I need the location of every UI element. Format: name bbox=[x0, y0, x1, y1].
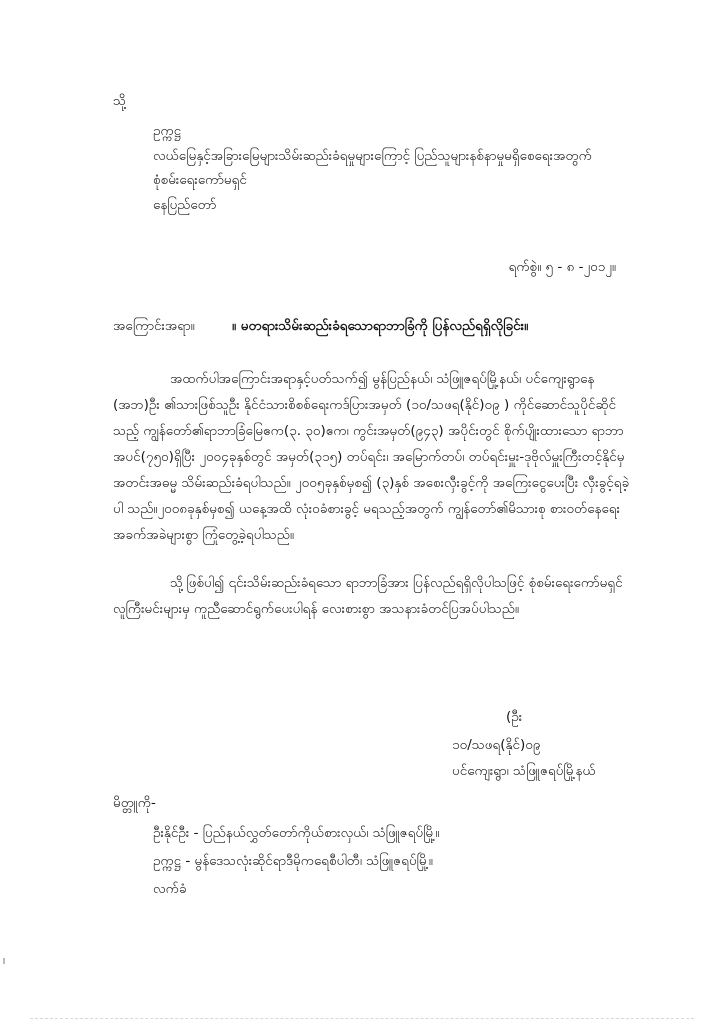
body-paragraph-2: သို့ဖြစ်ပါ၍ ၎င်းသိမ်းဆည်းခံရသော ရာဘာခြံအား ပြန်လည်ရရှိလိုပါသဖြင့် စုံစမ်းရေးကော်မရှင် လူကြီးမင်းများမှ ကူညီဆောင်ရွက်ပေးပါရန် လေးစားစွာ အသနားခံတင်ပြအပ်ပါသည်။ bbox=[113, 575, 623, 617]
scan-edge-line bbox=[30, 1018, 694, 1020]
copies-label: မိတ္တူကို- bbox=[113, 795, 156, 811]
scan-mark bbox=[3, 958, 5, 964]
copies-item-3: လက်ခံ bbox=[153, 881, 187, 897]
signature-nrc: ၁၀/သဖရ(နိုင်)၀၉ bbox=[452, 737, 541, 753]
subject-title: ။ မတရားသိမ်းဆည်းခံရသောရာဘာခြံကို ပြန်လည်ရရှိလိုခြင်း။ bbox=[232, 318, 529, 334]
recipient-chairman: ဥက္ကဋ္ဌ bbox=[153, 123, 182, 139]
recipient-to: သို့ bbox=[113, 93, 127, 109]
letter-date: ရက်စွဲ။ ၅ - ၈ -၂၀၁၂။ bbox=[508, 259, 616, 275]
copies-item-1: ဦးနိုင်ဦး - ပြည်နယ်လွှတ်တော်ကိုယ်စားလှယ်၊ သံဖြူဇရပ်မြို့။ bbox=[153, 825, 440, 841]
copies-item-2: ဥက္ကဋ္ဌ - မွန်ဒေသလုံးဆိုင်ရာဒီမိုကရေစီပါတီ၊ သံဖြူဇရပ်မြို့။ bbox=[153, 853, 433, 869]
recipient-committee-line2: စုံစမ်းရေးကော်မရှင် bbox=[153, 172, 247, 188]
recipient-city: နေပြည်တော် bbox=[153, 197, 217, 213]
body-paragraph-1: အထက်ပါအကြောင်းအရာနှင့်ပတ်သက်၍ မွန်ပြည်နယ်၊ သံဖြူဇရပ်မြို့နယ်၊ ပင်ကျေးရွာနေ (အဘ)ဦး ၏သားဖြစ်သူဦး နိုင်ငံသားစိစစ်ရေးကဒ်ပြားအမှတ် (၁၀/သဖရ(နိုင်)၀၉ ) ကိုင်ဆောင်သူပိုင်ဆိုင်သည့် ကျွန်တော်၏ရာဘာခြံမြေဧက(၃. ၃၀)ဧက၊ ကွင်းအမှတ်(၉၄၃) အပိုင်းတွင် စိုက်ပျိုးထားသော ရာဘာအပင်(၇၅၀)ရှိပြီး ၂၀၀၄ခုနှစ်တွင် အမှတ်(၃၁၅) တပ်ရင်း၊ အမြောက်တပ်၊ တပ်ရင်းမှူး-ဒုဗိုလ်မှူးကြီးတင့်နိုင်မှ အတင်းအဓမ္မ သိမ်းဆည်းခံရပါသည်။ ၂၀၀၅ခုနှစ်မှစ၍ (၃)နှစ် အစေးလှီးခွင့်ကို အကြေးငွေပေးပြီး လှီးခွင့်ရခဲ့ပါ သည်။၂၀၀၈ခုနှစ်မှစ၍ ယနေ့အထိ လုံး၀ခံစားခွင့် မရသည့်အတွက် ကျွန်တော်၏မိသားစု စား၀တ်နေရေး အခက်အခဲများစွာ ကြုံတွေ့ခဲ့ရပါသည်။ bbox=[113, 371, 630, 543]
subject-label: အကြောင်းအရာ။ bbox=[113, 318, 195, 334]
signature-name: (ဦး bbox=[506, 709, 523, 725]
signature-address: ပင်ကျေးရွာ၊ သံဖြူဇရပ်မြို့နယ် bbox=[452, 763, 596, 779]
recipient-committee-line1: လယ်မြေနှင့်အခြားမြေများသိမ်းဆည်းခံရမှုများကြောင့် ပြည်သူများနစ်နာမှုမရှိစေရေးအတွက် bbox=[153, 148, 592, 164]
